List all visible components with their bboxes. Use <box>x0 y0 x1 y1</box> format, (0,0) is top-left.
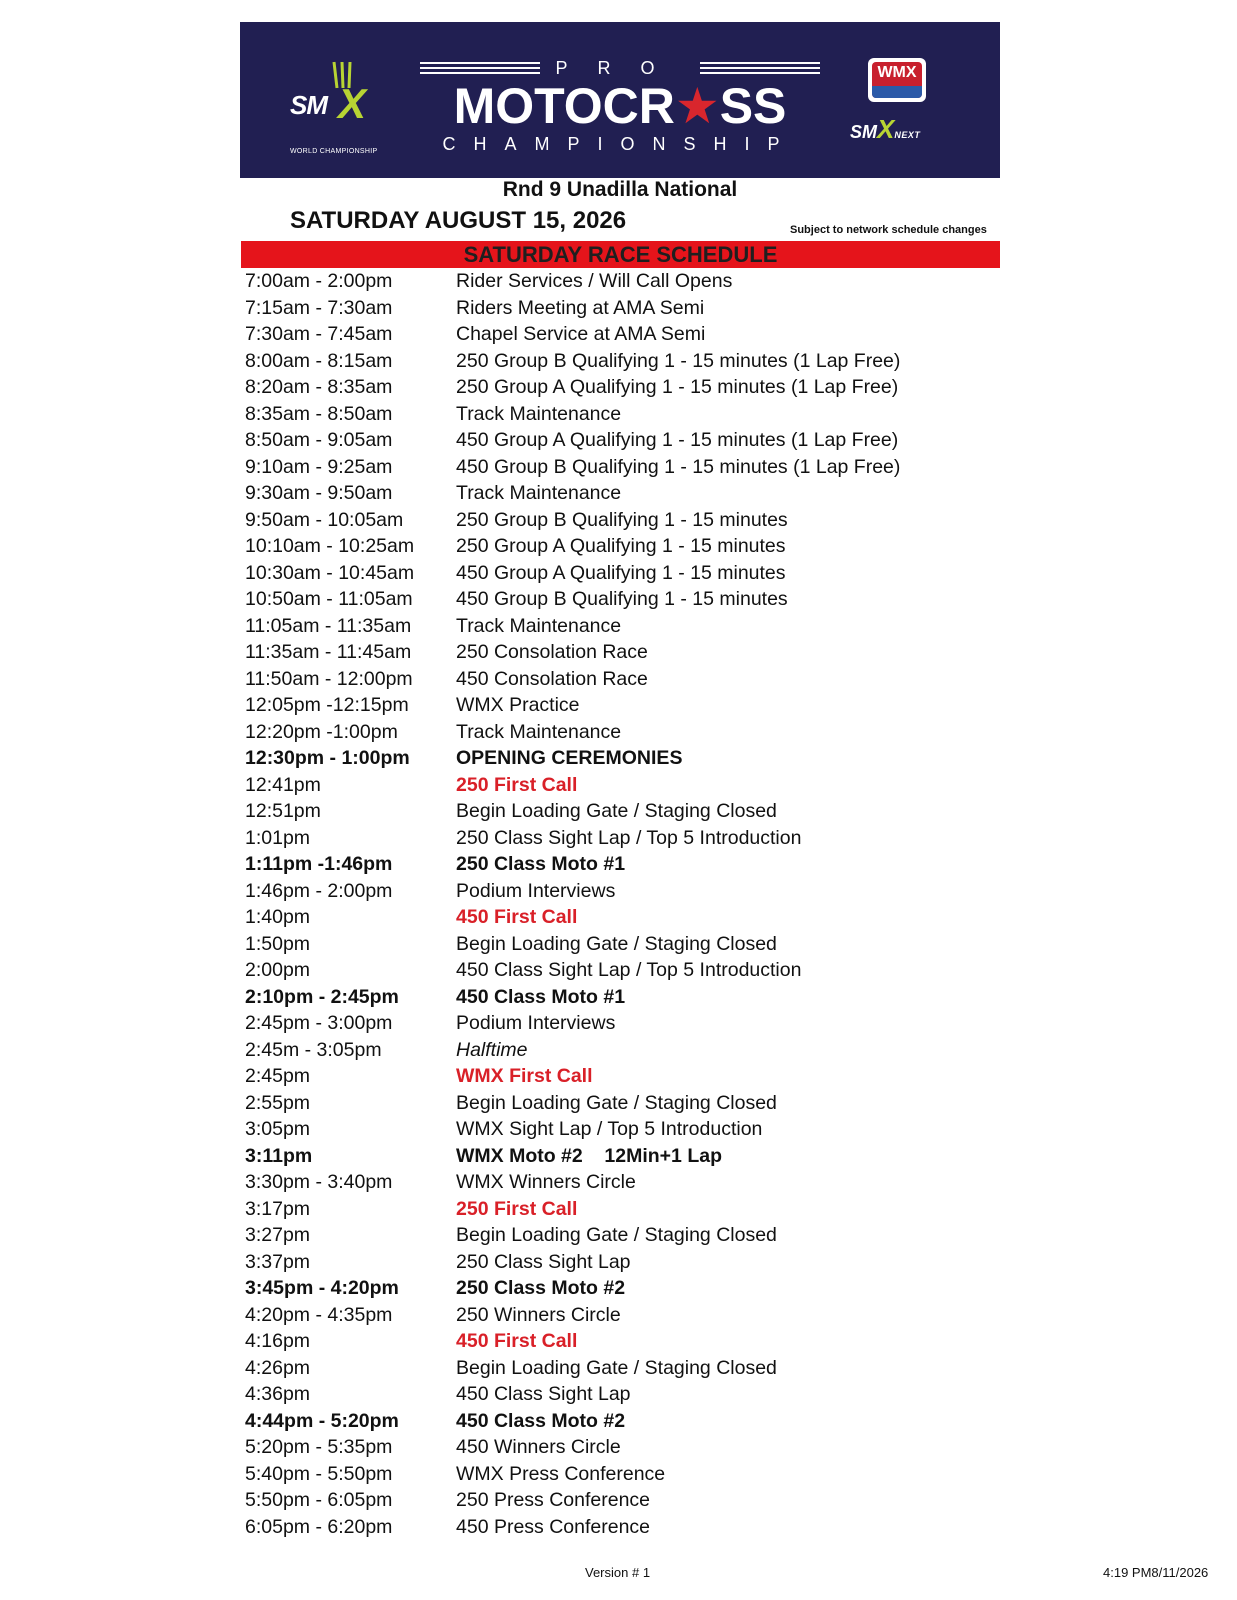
schedule-row <box>245 984 995 1011</box>
schedule-row <box>245 321 995 348</box>
schedule-event: 250 Group B Qualifying 1 - 15 minutes (1 Lap Free) <box>456 349 901 372</box>
schedule-row <box>245 931 995 958</box>
schedule-event: 450 First Call <box>456 1330 578 1352</box>
smx-logo-subtitle: WORLD CHAMPIONSHIP <box>290 148 378 155</box>
star-icon: ★ <box>674 78 720 134</box>
schedule-event: Podium Interviews <box>456 879 616 902</box>
smx-next-x: X <box>877 114 895 144</box>
schedule-time: 3:30pm - 3:40pm <box>245 1171 393 1193</box>
round-title: Rnd 9 Unadilla National <box>502 178 738 201</box>
schedule-event: 450 Group A Qualifying 1 - 15 minutes <box>456 561 786 584</box>
schedule-row <box>245 586 995 613</box>
schedule-event: WMX Winners Circle <box>456 1171 636 1193</box>
schedule-row <box>245 1381 995 1408</box>
schedule-row <box>245 719 995 746</box>
schedule-event: Track Maintenance <box>456 482 622 504</box>
schedule-event: 450 Class Moto #2 <box>456 1409 626 1432</box>
schedule-event: Begin Loading Gate / Staging Closed <box>456 800 777 822</box>
schedule-time: 7:30am - 7:45am <box>245 323 393 345</box>
schedule-event: 250 Class Sight Lap <box>456 1250 631 1273</box>
schedule-row <box>245 904 995 931</box>
schedule-event: 450 Class Sight Lap / Top 5 Introduction <box>456 959 802 981</box>
schedule-event: Begin Loading Gate / Staging Closed <box>456 1224 777 1246</box>
schedule-row <box>245 639 995 666</box>
header-banner <box>240 22 1000 178</box>
schedule-time: 2:45pm <box>245 1065 311 1087</box>
schedule-time: 3:37pm <box>245 1250 311 1273</box>
schedule-row <box>245 878 995 905</box>
schedule-row <box>245 1090 995 1117</box>
schedule-row <box>245 560 995 587</box>
schedule-time: 1:50pm <box>245 932 311 955</box>
schedule-row <box>245 1196 995 1223</box>
section-title: SATURDAY RACE SCHEDULE <box>463 242 778 267</box>
schedule-event: OPENING CEREMONIES <box>456 747 683 769</box>
wmx-logo-strip <box>872 86 922 98</box>
schedule-time: 8:20am - 8:35am <box>245 376 393 398</box>
schedule-row <box>245 772 995 799</box>
pro-lines-right <box>700 62 820 74</box>
schedule-time: 5:20pm - 5:35pm <box>245 1436 393 1458</box>
schedule-row <box>245 480 995 507</box>
schedule-time: 12:51pm <box>245 800 321 822</box>
pro-lines-left <box>420 62 540 74</box>
schedule-row <box>245 1037 995 1064</box>
schedule-event: 450 First Call <box>456 906 578 928</box>
schedule-event: 450 Class Sight Lap <box>456 1383 631 1405</box>
schedule-time: 4:16pm <box>245 1330 311 1352</box>
schedule-event: WMX Practice <box>456 694 580 716</box>
schedule-row <box>245 348 995 375</box>
motocross-wordmark <box>418 78 822 134</box>
schedule-event: Rider Services / Will Call Opens <box>456 270 733 292</box>
schedule-time: 2:10pm - 2:45pm <box>245 985 399 1008</box>
championship-wordmark: CHAMPIONSHIP <box>442 134 798 154</box>
schedule-time: 12:41pm <box>245 773 321 796</box>
motocross-wordmark-a: MOTOCR <box>453 78 675 134</box>
schedule-time: 5:50pm - 6:05pm <box>245 1489 393 1511</box>
schedule-event: 250 First Call <box>456 773 578 796</box>
schedule-time: 1:11pm -1:46pm <box>245 853 393 875</box>
schedule-row <box>245 851 995 878</box>
schedule-time: 12:30pm - 1:00pm <box>245 747 410 769</box>
schedule-event: 250 Winners Circle <box>456 1303 621 1326</box>
schedule-event: Track Maintenance <box>456 614 622 637</box>
schedule-row <box>245 745 995 772</box>
schedule-event: 250 Class Moto #1 <box>456 853 626 875</box>
schedule-row <box>245 268 995 295</box>
schedule-event: 450 Group B Qualifying 1 - 15 minutes (1 Lap Free) <box>456 455 901 478</box>
schedule-event: 250 Class Moto #2 <box>456 1277 626 1299</box>
pro-text: PRO <box>555 58 685 78</box>
schedule-time: 8:50am - 9:05am <box>245 429 393 451</box>
schedule-event: 250 Press Conference <box>456 1489 651 1511</box>
schedule-time: 3:27pm <box>245 1224 311 1246</box>
schedule-row <box>245 666 995 693</box>
event-date: SATURDAY AUGUST 15, 2026 <box>290 207 627 234</box>
schedule-row <box>245 507 995 534</box>
schedule-time: 10:30am - 10:45am <box>245 561 415 584</box>
schedule-row <box>245 1063 995 1090</box>
schedule-row <box>245 1302 995 1329</box>
smx-next-next: NEXT <box>894 130 921 140</box>
schedule-disclaimer: Subject to network schedule changes <box>790 224 987 236</box>
schedule-row <box>245 1116 995 1143</box>
schedule-row <box>245 1169 995 1196</box>
schedule-event: Track Maintenance <box>456 402 622 425</box>
schedule-row <box>245 1434 995 1461</box>
schedule-event: Begin Loading Gate / Staging Closed <box>456 932 777 955</box>
schedule-row <box>245 295 995 322</box>
schedule-row <box>245 1275 995 1302</box>
schedule-time: 8:00am - 8:15am <box>245 349 393 372</box>
schedule-time: 2:00pm <box>245 959 311 981</box>
schedule-row <box>245 957 995 984</box>
schedule-row <box>245 1514 995 1541</box>
smx-world-championship-logo <box>290 60 410 160</box>
race-schedule-table <box>245 268 995 1540</box>
schedule-event: 450 Press Conference <box>456 1515 651 1538</box>
motocross-wordmark-b: SS <box>719 78 787 134</box>
schedule-time: 1:01pm <box>245 826 311 849</box>
schedule-row <box>245 1249 995 1276</box>
pro-wordmark <box>420 60 820 78</box>
schedule-row <box>245 798 995 825</box>
schedule-time: 3:11pm <box>245 1144 313 1167</box>
schedule-time: 11:50am - 12:00pm <box>245 667 413 690</box>
schedule-event: 450 Group B Qualifying 1 - 15 minutes <box>456 588 788 610</box>
schedule-event: 250 Group B Qualifying 1 - 15 minutes <box>456 508 788 531</box>
schedule-event: Halftime <box>456 1038 528 1061</box>
schedule-row <box>245 1487 995 1514</box>
schedule-event: Riders Meeting at AMA Semi <box>456 296 705 319</box>
schedule-time: 7:15am - 7:30am <box>245 296 393 319</box>
schedule-time: 4:26pm <box>245 1356 311 1379</box>
schedule-row <box>245 825 995 852</box>
section-header-band <box>241 241 1000 268</box>
schedule-time: 2:45m - 3:05pm <box>245 1038 382 1061</box>
schedule-event: WMX Sight Lap / Top 5 Introduction <box>456 1118 763 1140</box>
schedule-row <box>245 533 995 560</box>
schedule-row <box>245 1143 995 1170</box>
schedule-time: 9:50am - 10:05am <box>245 508 404 531</box>
schedule-row <box>245 1222 995 1249</box>
schedule-row <box>245 1010 995 1037</box>
schedule-event: 250 Group A Qualifying 1 - 15 minutes (1 Lap Free) <box>456 376 899 398</box>
schedule-time: 10:10am - 10:25am <box>245 535 415 557</box>
schedule-time: 11:35am - 11:45am <box>245 641 412 663</box>
schedule-time: 4:20pm - 4:35pm <box>245 1303 393 1326</box>
schedule-time: 4:36pm <box>245 1383 311 1405</box>
schedule-event: Begin Loading Gate / Staging Closed <box>456 1091 777 1114</box>
schedule-time: 1:40pm <box>245 906 311 928</box>
schedule-event: 250 Class Sight Lap / Top 5 Introduction <box>456 826 802 849</box>
schedule-time: 1:46pm - 2:00pm <box>245 879 393 902</box>
schedule-event: 250 Consolation Race <box>456 641 648 663</box>
schedule-time: 5:40pm - 5:50pm <box>245 1462 393 1485</box>
schedule-event: 450 Winners Circle <box>456 1436 621 1458</box>
schedule-row <box>245 374 995 401</box>
schedule-row <box>245 1461 995 1488</box>
schedule-row <box>245 1355 995 1382</box>
smx-logo-x: X <box>338 80 367 127</box>
print-timestamp: 4:19 PM8/11/2026 <box>1103 1565 1209 1580</box>
smx-next-logo <box>850 114 960 142</box>
schedule-time: 12:20pm -1:00pm <box>245 720 398 743</box>
schedule-time: 9:30am - 9:50am <box>245 482 393 504</box>
schedule-time: 2:45pm - 3:00pm <box>245 1012 393 1034</box>
schedule-time: 10:50am - 11:05am <box>245 588 413 610</box>
schedule-time: 3:17pm <box>245 1197 311 1220</box>
schedule-event: WMX Moto #2 12Min+1 Lap <box>456 1144 722 1167</box>
schedule-event: 250 First Call <box>456 1197 578 1220</box>
schedule-event: Podium Interviews <box>456 1012 616 1034</box>
schedule-row <box>245 1408 995 1435</box>
schedule-row <box>245 692 995 719</box>
schedule-row <box>245 427 995 454</box>
schedule-row <box>245 454 995 481</box>
wmx-logo-text: WMX <box>872 62 922 98</box>
schedule-row <box>245 1328 995 1355</box>
schedule-time: 9:10am - 9:25am <box>245 455 393 478</box>
schedule-time: 8:35am - 8:50am <box>245 402 393 425</box>
schedule-event: Begin Loading Gate / Staging Closed <box>456 1356 777 1379</box>
schedule-row <box>245 613 995 640</box>
schedule-event: WMX First Call <box>456 1065 593 1087</box>
schedule-time: 3:05pm <box>245 1118 311 1140</box>
schedule-event: 450 Class Moto #1 <box>456 985 626 1008</box>
wmx-logo <box>868 58 926 102</box>
schedule-event: 450 Consolation Race <box>456 667 648 690</box>
schedule-time: 6:05pm - 6:20pm <box>245 1515 393 1538</box>
schedule-row <box>245 401 995 428</box>
schedule-time: 4:44pm - 5:20pm <box>245 1409 399 1432</box>
schedule-time: 7:00am - 2:00pm <box>245 270 393 292</box>
version-label: Version # 1 <box>585 1565 651 1580</box>
smx-next-word: SM <box>850 122 877 142</box>
schedule-time: 3:45pm - 4:20pm <box>245 1277 399 1299</box>
schedule-time: 11:05am - 11:35am <box>245 614 412 637</box>
smx-logo-word: SM <box>290 90 327 120</box>
schedule-event: WMX Press Conference <box>456 1462 666 1485</box>
schedule-event: Track Maintenance <box>456 720 622 743</box>
schedule-time: 12:05pm -12:15pm <box>245 694 409 716</box>
schedule-time: 2:55pm <box>245 1091 311 1114</box>
schedule-event: Chapel Service at AMA Semi <box>456 323 706 345</box>
schedule-event: 250 Group A Qualifying 1 - 15 minutes <box>456 535 786 557</box>
schedule-event: 450 Group A Qualifying 1 - 15 minutes (1 Lap Free) <box>456 429 899 451</box>
